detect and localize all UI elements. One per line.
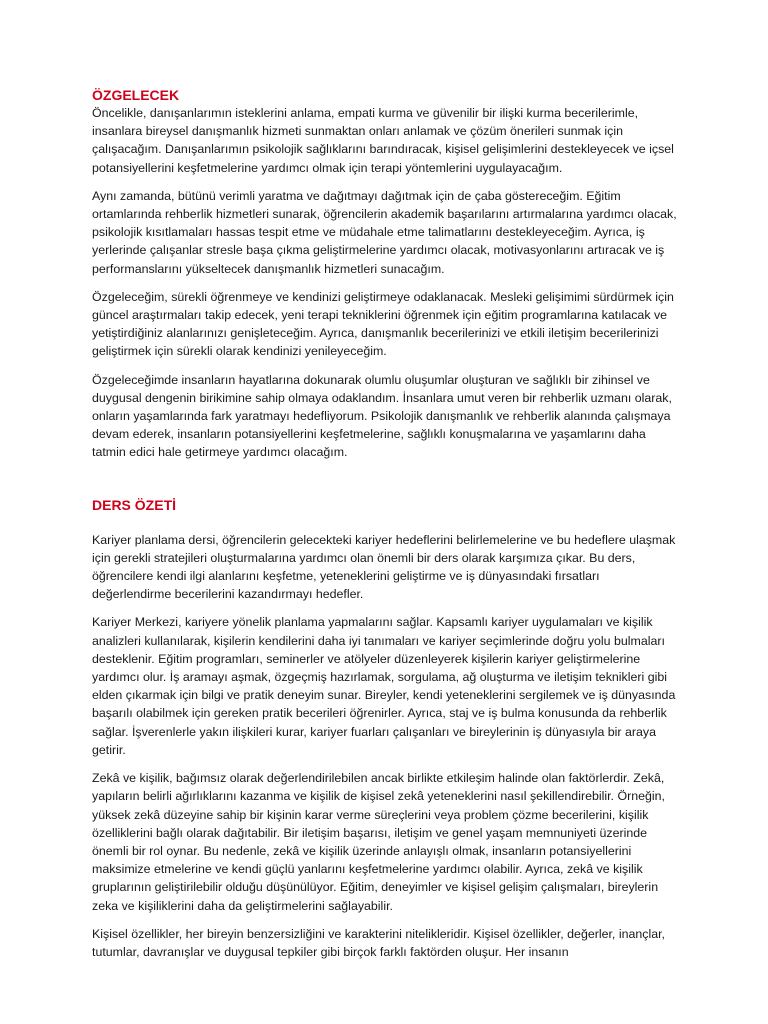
paragraph: Özgeleceğim, sürekli öğrenmeye ve kendinizi geliştirmeye odaklanacak. Mesleki gelişimimi sürdürmek için güncel araştırmaları takip edecek, yeni terapi tekniklerini öğrenmek için eğitim programlarına katılacak ve yetiştirdiğiniz alanlarınızı genişleteceğim. Ayrıca, danışmanlık becerilerinizi ve etkili iletişim becerilerinizi geliştirmek için sürekli olarak kendinizi yenileyeceğim. (92, 289, 674, 359)
document-body (92, 86, 682, 971)
paragraph: Zekâ ve kişilik, bağımsız olarak değerlendirilebilen ancak birlikte etkileşim halinde olan faktörlerdir. Zekâ, yapıların belirli ağırlıklarını kazanma ve kişilik de kişisel zekâ yeteneklerini nasıl şekillendirebilir. Örneğin, yüksek zekâ düzeyine sahip bir kişinin karar verme süreçlerini veya problem çözme becerilerini, kişilik özelliklerini bağlı olarak dağıtabilir. Bir iletişim başarısı, iletişim ve genel yaşam memnuniyeti üzerinde önemli bir rol oynar. Bu nedenle, zekâ ve kişilik üzerinde anlayışlı olmak, insanların potansiyellerini maksimize etmelerine ve kendi güçlü yanlarını keşfetmelerine yardımcı olabilir. Ayrıca, zekâ ve kişilik gruplarının geliştirilebilir olduğu düşünülüyor. Eğitim, deneyimler ve kişisel gelişim çalışmaları, bireylerin zeka ve kişiliklerini daha da geliştirmelerini sağlayabilir. (92, 771, 665, 913)
paragraph: Özgeleceğimde insanların hayatlarına dokunarak olumlu oluşumlar oluşturan ve sağlıklı bir zihinsel ve duygusal dengenin birikimine sahip olmaya odaklandım. İnsanlara umut veren bir rehberlik uzmanı olarak, onların yaşamlarında fark yaratmayı hedefliyorum. Psikolojik danışmanlık ve rehberlik alanında çalışmaya devam ederek, insanların potansiyellerini keşfetmelerine, sağlıklı konuşmalarına ve yaşamlarını daha tatmin edici hale getirmeye yardımcı olacağım. (92, 372, 672, 460)
paragraph: Kişisel özellikler, her bireyin benzersizliğini ve karakterini nitelikleridir. Kişisel özellikler, değerler, inançlar, tutumlar, davranışlar ve duygusal tepkiler gibi birçok farklı faktörden oluşur. Her insanın (92, 926, 665, 959)
paragraph: Kariyer planlama dersi, öğrencilerin gelecekteki kariyer hedeflerini belirlemelerine ve bu hedeflere ulaşmak için gerekli stratejileri oluşturmalarına yardımcı olan önemli bir ders olarak karşımıza çıkar. Bu ders, öğrencilere kendi ilgi alanlarını keşfetme, yeteneklerini geliştirme ve iş dünyasındaki fırsatları değerlendirme becerilerini kazandırmayı hedefler. (92, 532, 676, 602)
section-heading: DERS ÖZETİ (92, 496, 177, 513)
paragraph: Öncelikle, danışanlarımın isteklerini anlama, empati kurma ve güvenilir bir ilişki kurma becerilerimle, insanlara bireysel danışmanlık hizmeti sunmaktan onları anlamak ve çözüm önerileri sunmak için çalışacağım. Danışanlarımın psikolojik sağlıklarını barındıracak, kişisel gelişimlerini destekleyecek ve içsel potansiyellerini keşfetmelerine yardımcı olmak için terapi yöntemlerini uygulayacağım. (92, 106, 674, 175)
paragraph: Aynı zamanda, bütünü verimli yaratma ve dağıtmayı dağıtmak için de çaba göstereceğim. Eğitim ortamlarında rehberlik hizmetleri sunarak, öğrencilerin akademik başarılarını artırmalarına yardımcı olacak, psikolojik kısıtlamaları hassas tespit etme ve müdahale etme talimatlarını destekleyeceğim. Ayrıca, iş yerlerinde çalışanlar stresle başa çıkma geliştirmelerine yardımcı olacak, motivasyonlarını artıracak ve iş performanslarını yükseltecek danışmanlık hizmetleri sunacağım. (92, 188, 677, 276)
section-ders-ozeti (92, 496, 682, 961)
section-ozgelecek (92, 86, 682, 462)
paragraph: Kariyer Merkezi, kariyere yönelik planlama yapmalarını sağlar. Kapsamlı kariyer uygulamaları ve kişilik analizleri kullanılarak, kişilerin kendilerini daha iyi tanımaları ve kariyer seçimlerinde doğru yolu bulmaları desteklenir. Eğitim programları, seminerler ve atölyeler düzenleyerek kişilerin kariyer geliştirmelerine yardımcı olur. İş aramayı aşmak, özgeçmiş hazırlamak, sorgulama, ağ oluşturma ve iletişim teknikleri gibi elden çıkarmak için bilgi ve pratik deneyim sunar. Bireyler, kendi yeteneklerini sergilemek ve iş dünyasında başarılı olabilmek için gereken pratik becerileri öğrenirler. Ayrıca, staj ve iş bulma konusunda da rehberlik sağlar. İşverenlerle yakın ilişkileri kurar, kariyer fuarları çalışanları ve bireylerinin iş dünyasıyla bir araya getirir. (92, 615, 676, 757)
section-heading: ÖZGELECEK (92, 87, 180, 103)
